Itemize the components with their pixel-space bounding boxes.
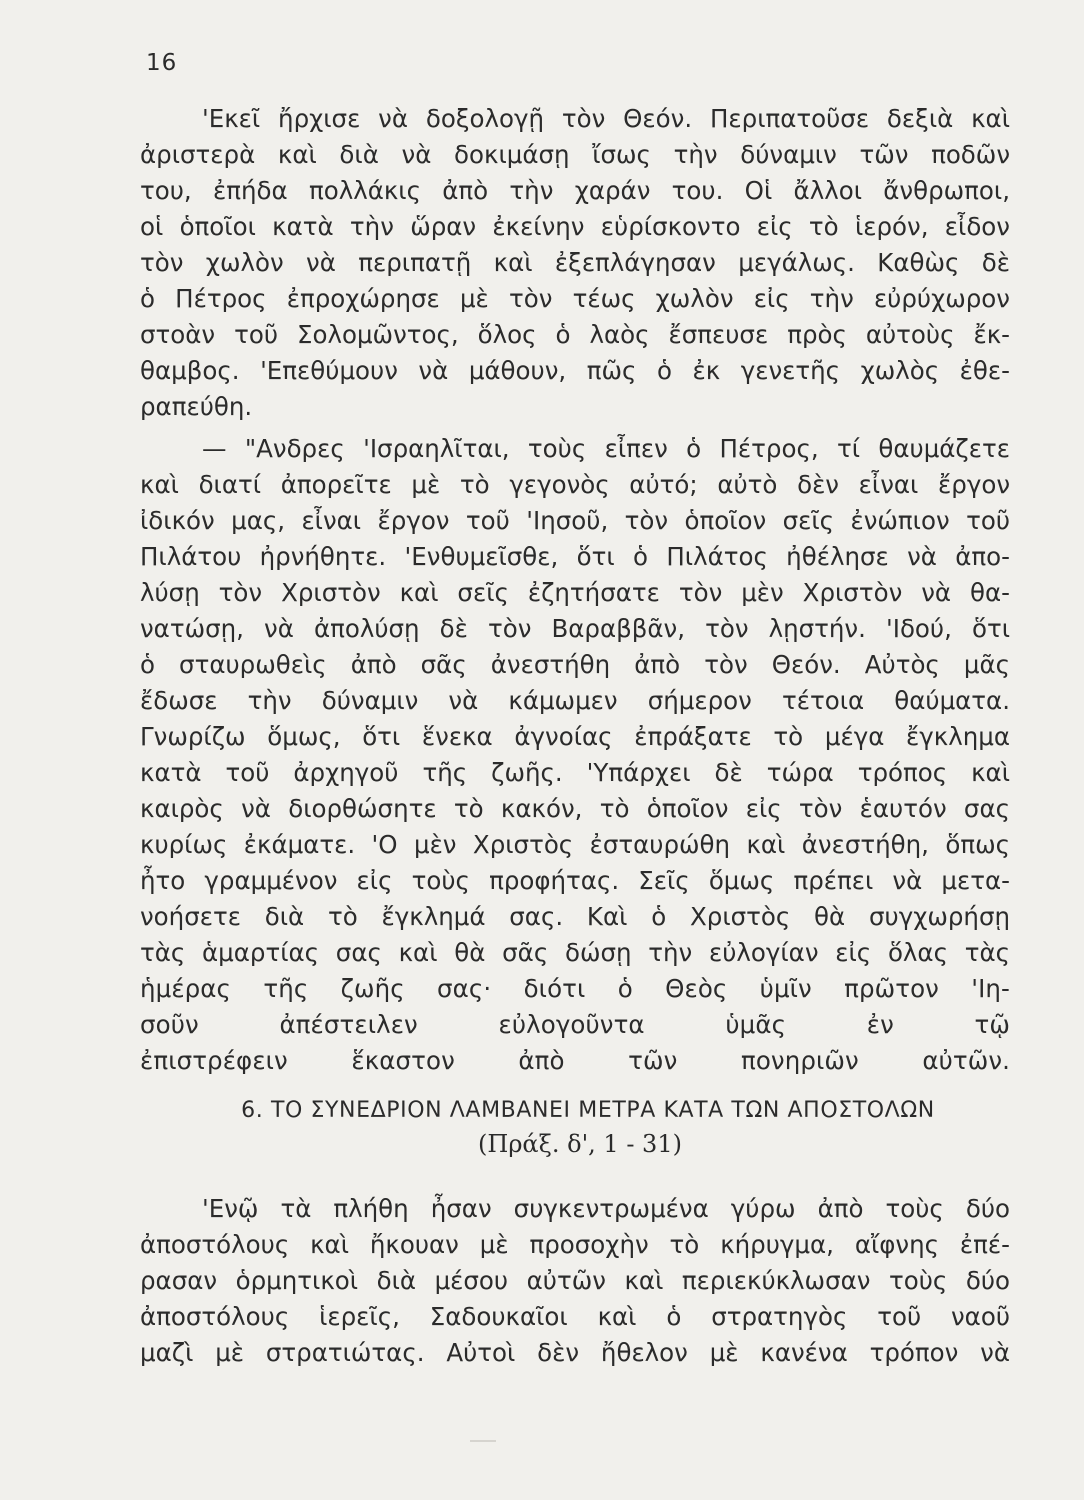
text-line: ἡμέρας τῆς ζωῆς σας· διότι ὁ Θεὸς ὑμῖν πρῶτον 'Ιη- <box>140 974 1010 1003</box>
text-line: θαμβος. 'Επεθύμουν νὰ μάθουν, πῶς ὁ ἐκ γενετῆς χωλὸς ἐθε- <box>140 356 1010 385</box>
text-line: ἐπιστρέφειν ἕκαστον ἀπὸ τῶν πονηριῶν αὐτῶν. <box>140 1046 1010 1075</box>
text-line: ἀριστερὰ καὶ διὰ νὰ δοκιμάσῃ ἴσως τὴν δύναμιν τῶν ποδῶν <box>140 140 1010 169</box>
section-reference: (Πράξ. δ', 1 - 31) <box>478 1130 682 1158</box>
text-line: 'Εκεῖ ἤρχισε νὰ δοξολογῇ τὸν Θεόν. Περιπατοῦσε δεξιὰ καὶ <box>202 104 1010 133</box>
text-line: ὁ σταυρωθεὶς ἀπὸ σᾶς ἀνεστήθη ἀπὸ τὸν Θεόν. Αὐτὸς μᾶς <box>140 650 1010 679</box>
text-line: 'Ενῷ τὰ πλήθη ἦσαν συγκεντρωμένα γύρω ἀπὸ τοὺς δύο <box>202 1194 1010 1223</box>
text-line: λύσῃ τὸν Χριστὸν καὶ σεῖς ἐζητήσατε τὸν μὲν Χριστὸν νὰ θα- <box>140 578 1010 607</box>
section-heading: 6. ΤΟ ΣΥΝΕΔΡΙΟΝ ΛΑΜΒΑΝΕΙ ΜΕΤΡΑ ΚΑΤΑ ΤΩΝ ΑΠΟΣΤΟΛΩΝ <box>241 1098 935 1123</box>
text-line: ἔδωσε τὴν δύναμιν νὰ κάμωμεν σήμερον τέτοια θαύματα. <box>140 686 1010 715</box>
text-line: — "Ανδρες 'Ισραηλῖται, τοὺς εἶπεν ὁ Πέτρος, τί θαυμάζετε <box>202 434 1010 463</box>
text-line: καιρὸς νὰ διορθώσητε τὸ κακόν, τὸ ὁποῖον εἰς τὸν ἑαυτόν σας <box>140 794 1010 823</box>
text-line: Γνωρίζω ὅμως, ὅτι ἕνεκα ἀγνοίας ἐπράξατε τὸ μέγα ἔγκλημα <box>140 722 1010 751</box>
text-line: νατώσῃ, νὰ ἀπολύσῃ δὲ τὸν Βαραββᾶν, τὸν λῃστήν. 'Ιδού, ὅτι <box>140 614 1010 643</box>
text-line: κυρίως ἐκάματε. 'Ο μὲν Χριστὸς ἐσταυρώθη καὶ ἀνεστήθη, ὅπως <box>140 830 1010 859</box>
text-line: νοήσετε διὰ τὸ ἔγκλημά σας. Καὶ ὁ Χριστὸς θὰ συγχωρήσῃ <box>140 902 1010 931</box>
text-line: ἦτο γραμμένον εἰς τοὺς προφήτας. Σεῖς ὅμως πρέπει νὰ μετα- <box>140 866 1010 895</box>
text-line: καὶ διατί ἀπορεῖτε μὲ τὸ γεγονὸς αὐτό; αὐτὸ δὲν εἶναι ἔργον <box>140 470 1010 499</box>
text-line: σοῦν ἀπέστειλεν εὐλογοῦντα ὑμᾶς ἐν τῷ <box>140 1010 1010 1039</box>
text-line: ἀποστόλους ἱερεῖς, Σαδουκαῖοι καὶ ὁ στρατηγὸς τοῦ ναοῦ <box>140 1302 1010 1331</box>
text-line: μαζὶ μὲ στρατιώτας. Αὐτοὶ δὲν ἤθελον μὲ κανένα τρόπον νὰ <box>140 1338 1010 1367</box>
text-line: ἀποστόλους καὶ ἤκουαν μὲ προσοχὴν τὸ κήρυγμα, αἴφνης ἐπέ- <box>140 1230 1010 1259</box>
text-line: ἰδικόν μας, εἶναι ἔργον τοῦ 'Ιησοῦ, τὸν ὁποῖον σεῖς ἐνώπιον τοῦ <box>140 506 1010 535</box>
text-line: ραπεύθη. <box>140 392 253 421</box>
text-line: τὰς ἁμαρτίας σας καὶ θὰ σᾶς δώσῃ τὴν εὐλογίαν εἰς ὅλας τὰς <box>140 938 1010 967</box>
text-line: Πιλάτου ἠρνήθητε. 'Ενθυμεῖσθε, ὅτι ὁ Πιλάτος ἠθέλησε νὰ ἀπο- <box>140 542 1010 571</box>
page-number: 16 <box>146 50 178 76</box>
text-line: τὸν χωλὸν νὰ περιπατῇ καὶ ἐξεπλάγησαν μεγάλως. Καθὼς δὲ <box>140 248 1010 277</box>
text-line: στοὰν τοῦ Σολομῶντος, ὅλος ὁ λαὸς ἔσπευσε πρὸς αὐτοὺς ἔκ- <box>140 320 1010 349</box>
text-line: του, ἐπήδα πολλάκις ἀπὸ τὴν χαράν του. Οἱ ἄλλοι ἄνθρωποι, <box>140 176 1010 205</box>
text-line: ρασαν ὁρμητικοὶ διὰ μέσου αὐτῶν καὶ περιεκύκλωσαν τοὺς δύο <box>140 1266 1010 1295</box>
page-smudge <box>470 1440 496 1442</box>
text-line: οἱ ὁποῖοι κατὰ τὴν ὥραν ἐκείνην εὑρίσκοντο εἰς τὸ ἱερόν, εἶδον <box>140 212 1010 241</box>
text-line: ὁ Πέτρος ἐπροχώρησε μὲ τὸν τέως χωλὸν εἰς τὴν εὐρύχωρον <box>140 284 1010 313</box>
text-line: κατὰ τοῦ ἀρχηγοῦ τῆς ζωῆς. 'Υπάρχει δὲ τώρα τρόπος καὶ <box>140 758 1010 787</box>
